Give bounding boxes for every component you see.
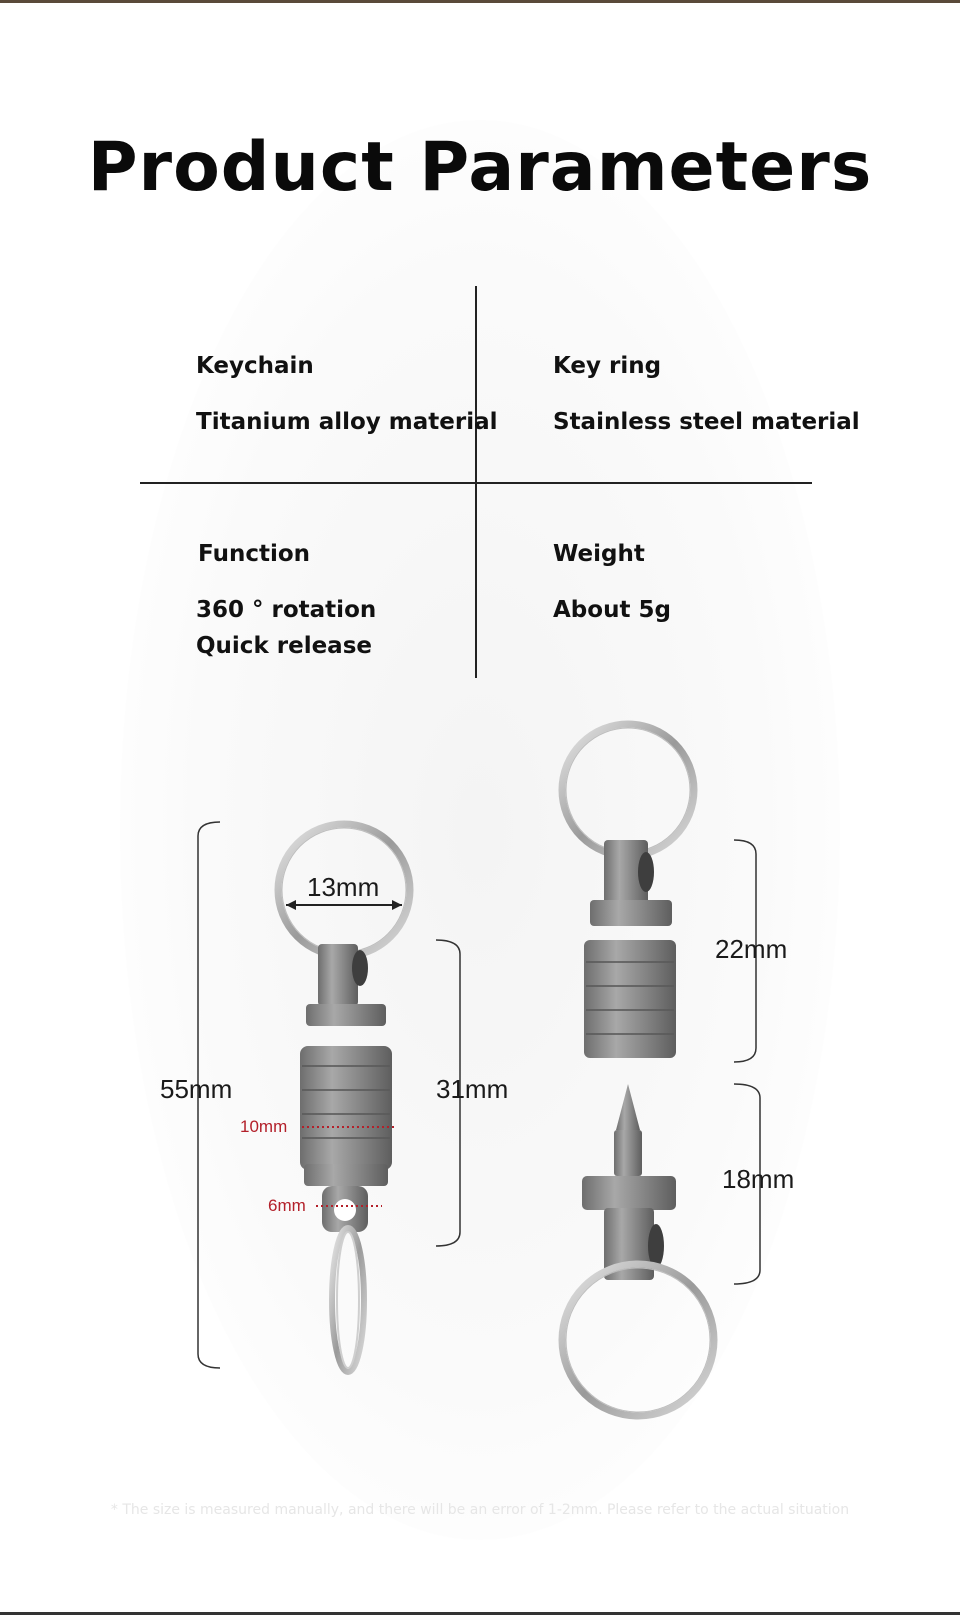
keychain-label: Keychain [196, 353, 314, 379]
body-diameter-label: 10mm [240, 1117, 288, 1136]
function-value-rotation: 360 ° rotation [196, 597, 377, 623]
body-length-label: 31mm [436, 1074, 509, 1104]
function-label: Function [198, 541, 311, 567]
measurement-footnote: * The size is measured manually, and there will be an error of 1-2mm. Please refer to the actual situation [110, 1502, 850, 1518]
keychain-body [300, 1046, 392, 1170]
total-length-label: 55mm [160, 1074, 233, 1104]
lower-key-ring [562, 1264, 714, 1416]
weight-label: Weight [553, 541, 645, 567]
top-part-length-label: 22mm [715, 934, 788, 964]
key-ring-label: Key ring [553, 353, 662, 379]
ring-diameter-label: 13mm [307, 872, 380, 902]
keychain-neck [318, 944, 358, 1006]
separated-keychain [562, 724, 714, 1416]
weight-value: About 5g [553, 597, 671, 623]
lower-part-spike [616, 1084, 640, 1130]
page-title: Product Parameters [87, 128, 873, 207]
bottom-part-length-label: 18mm [722, 1164, 795, 1194]
keychain-value: Titanium alloy material [196, 409, 498, 435]
function-value-release: Quick release [196, 633, 372, 659]
assembled-keychain [278, 824, 410, 1372]
upper-key-ring [562, 724, 694, 856]
shaft-diameter-label: 6mm [268, 1196, 306, 1215]
key-ring-value: Stainless steel material [553, 409, 860, 435]
upper-part-body [584, 940, 676, 1058]
